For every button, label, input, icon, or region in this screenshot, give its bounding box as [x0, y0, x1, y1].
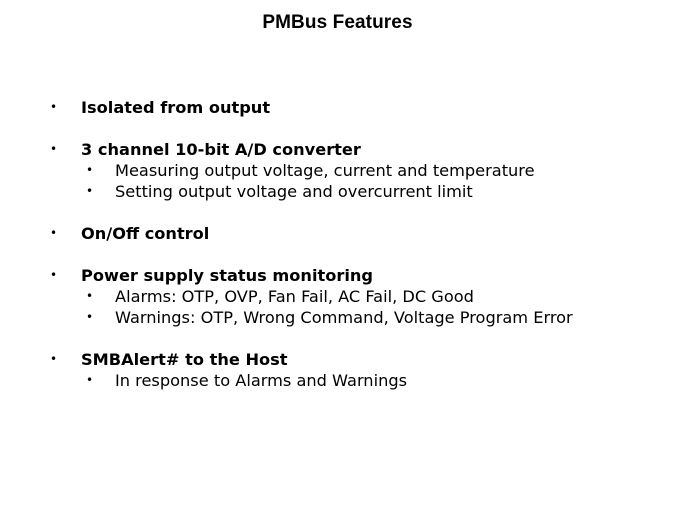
bullet-text: Isolated from output: [81, 98, 271, 117]
bullet-group: [0, 265, 675, 328]
bullet-group: [0, 97, 675, 118]
bullet-text: Power supply status monitoring: [81, 266, 373, 285]
bullet-icon: •: [50, 352, 58, 366]
bullet-text: 3 channel 10-bit A/D converter: [81, 140, 361, 159]
sub-bullet-item: [0, 160, 675, 181]
sub-bullet-item: [0, 286, 675, 307]
bullet-item: [0, 139, 675, 160]
bullet-item: [0, 265, 675, 286]
bullet-item: [0, 349, 675, 370]
sub-bullet-text: Setting output voltage and overcurrent limit: [115, 182, 473, 201]
sub-bullet-text: Warnings: OTP, Wrong Command, Voltage Program Error: [115, 308, 573, 327]
sub-bullet-item: [0, 370, 675, 391]
bullet-icon: •: [50, 268, 58, 282]
bullet-group: [0, 223, 675, 244]
bullet-group: [0, 139, 675, 202]
bullet-icon: •: [50, 226, 58, 240]
slide-title: PMBus Features: [262, 12, 413, 33]
bullet-icon: •: [86, 310, 94, 324]
bullet-icon: •: [86, 289, 94, 303]
bullet-icon: •: [86, 163, 94, 177]
sub-bullet-text: Measuring output voltage, current and temperature: [115, 161, 535, 180]
bullet-icon: •: [86, 373, 94, 387]
sub-bullet-text: In response to Alarms and Warnings: [115, 371, 408, 390]
bullet-icon: •: [50, 100, 58, 114]
bullet-group: [0, 349, 675, 391]
bullet-icon: •: [86, 184, 94, 198]
sub-bullet-item: [0, 181, 675, 202]
bullet-list: [0, 97, 675, 391]
bullet-text: On/Off control: [81, 224, 210, 243]
sub-bullet-text: Alarms: OTP, OVP, Fan Fail, AC Fail, DC Good: [115, 287, 474, 306]
bullet-text: SMBAlert# to the Host: [81, 350, 288, 369]
sub-bullet-item: [0, 307, 675, 328]
bullet-item: [0, 223, 675, 244]
bullet-icon: •: [50, 142, 58, 156]
bullet-item: [0, 97, 675, 118]
